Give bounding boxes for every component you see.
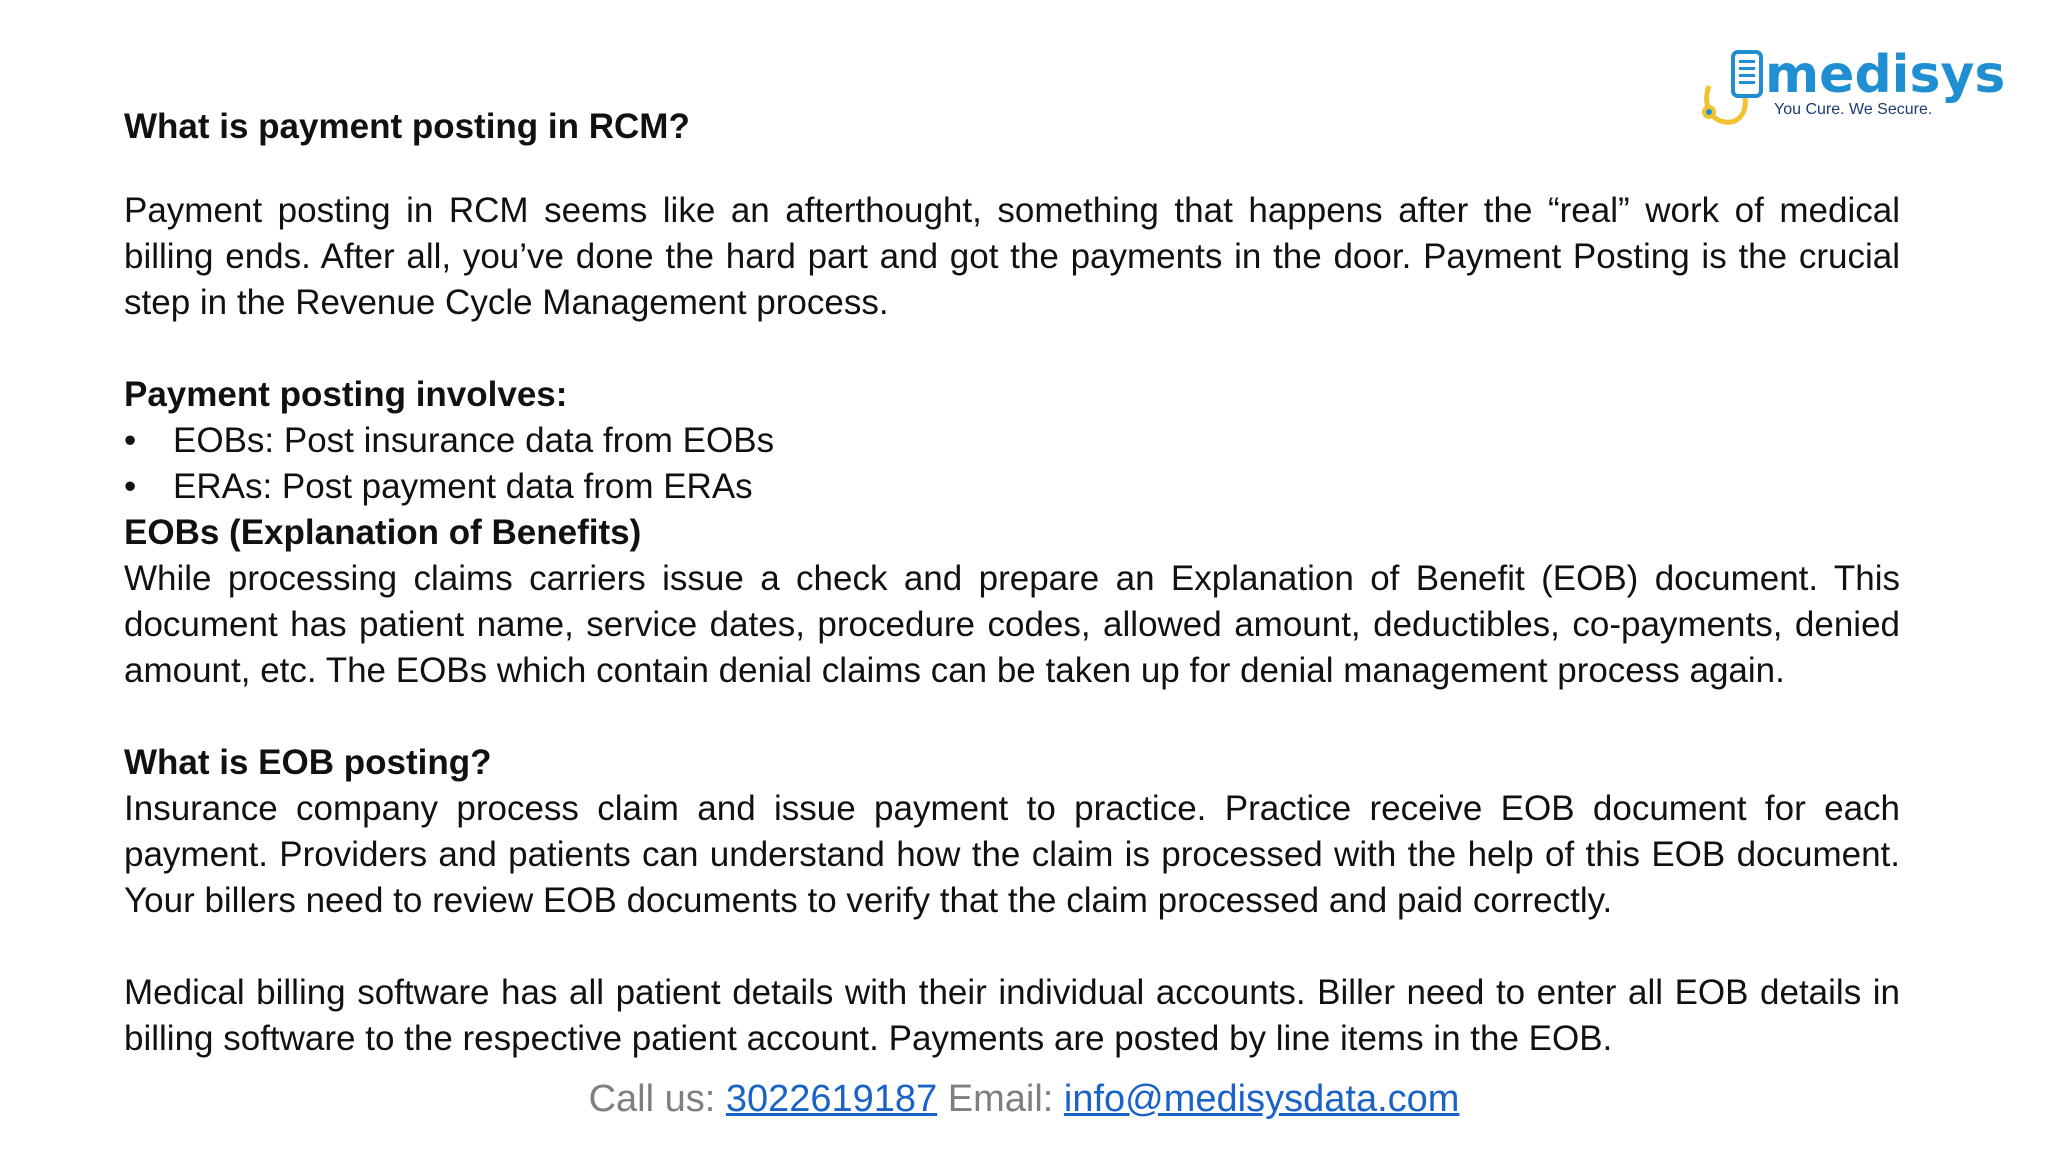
list-item	[124, 418, 1900, 464]
email-link[interactable]: info@medisysdata.com	[1063, 1078, 1460, 1120]
call-label: Call us:	[588, 1078, 716, 1120]
involves-list	[124, 418, 1900, 510]
spacer	[124, 924, 1900, 970]
article-content	[124, 104, 1900, 1062]
logo-wordmark: medisys	[1765, 46, 2006, 105]
intro-heading: What is payment posting in RCM?	[124, 107, 690, 146]
list-item	[124, 464, 1900, 510]
involves-heading: Payment posting involves:	[124, 375, 568, 414]
phone-link[interactable]: 3022619187	[725, 1078, 938, 1120]
eob-paragraph: While processing claims carriers issue a check and prepare an Explanation of Benefit (EOB) document. This document has patient name, service dates, procedure codes, allowed amount, deductibles, co-payments, denied amount, etc. The EOBs which contain denial claims can be taken up for denial management process again.	[124, 559, 1900, 690]
contact-footer	[0, 1075, 2048, 1123]
software-paragraph: Medical billing software has all patient details with their individual accounts. Biller need to enter all EOB details in billing software to the respective patient account. Payments are posted by line items in the EOB.	[124, 973, 1900, 1058]
spacer	[124, 326, 1900, 372]
bullet-icon: •	[124, 467, 137, 506]
list-item-text: EOBs: Post insurance data from EOBs	[173, 421, 775, 460]
eob-posting-heading: What is EOB posting?	[124, 743, 492, 782]
logo-tagline: You Cure. We Secure.	[1774, 101, 1933, 118]
eob-heading: EOBs (Explanation of Benefits)	[124, 513, 642, 552]
spacer	[124, 694, 1900, 740]
list-item-text: ERAs: Post payment data from ERAs	[173, 467, 753, 506]
intro-paragraph: Payment posting in RCM seems like an afterthought, something that happens after the “real” work of medical billing ends. After all, you’ve done the hard part and got the payments in the door. Payment Posting is the crucial step in the Revenue Cycle Management process.	[124, 191, 1900, 322]
email-label: Email:	[947, 1078, 1054, 1120]
eob-posting-paragraph: Insurance company process claim and issue payment to practice. Practice receive EOB document for each payment. Providers and patients can understand how the claim is processed with the help of this EOB document. Your billers need to review EOB documents to verify that the claim processed and paid correctly.	[124, 789, 1900, 920]
spacer	[124, 150, 1900, 188]
bullet-icon: •	[124, 421, 137, 460]
